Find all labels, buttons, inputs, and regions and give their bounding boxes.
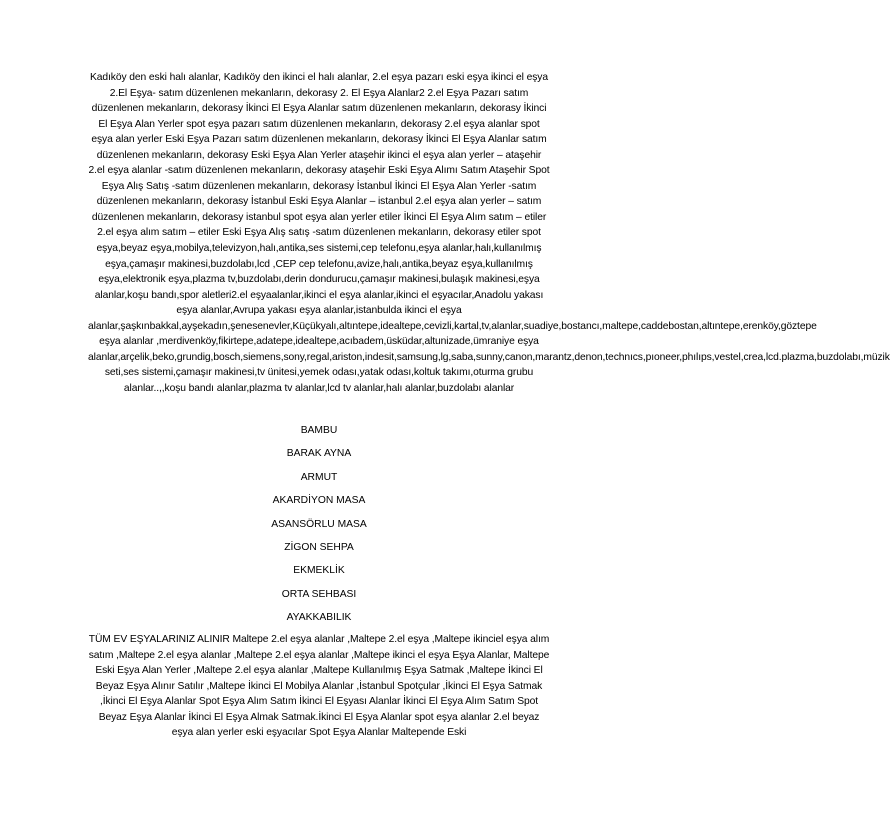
list-item: AKARDİYON MASA (272, 495, 366, 507)
list-item: ZİGON SEHPA (284, 541, 354, 553)
list-item: BARAK AYNA (286, 448, 352, 460)
list-item: AYAKKABILIK (286, 612, 352, 624)
closing-paragraph: TÜM EV EŞYALARINIZ ALINIR Maltepe 2.el eşya alanlar ,Maltepe 2.el eşya ,Maltepe ikinciel eşya alım satım ,Maltepe 2.el eşya alanlar ,Maltepe 2.el eşya alanlar ,Maltepe ikinci el eşya Eşya Alanlar, Maltepe Eski Eşya Alan Yerler ,Maltepe 2.el eşya alanlar ,Maltepe Kullanılmış Eşya Satmak ,Maltepe İkinci El Beyaz Eşya Alınır Satılır ,Maltepe İkinci El Mobilya Alanlar ,İstanbul Spotçular ,İkinci El Eşya Satmak ,İkinci El Eşya Alanlar Spot Eşya Alım Satım İkinci El Eşyası Alanlar İkinci El Eşya Alım Satım Spot Beyaz Eşya Alanlar İkinci El Eşya Almak Satmak.İkinci El Eşya Alanlar spot eşya alanlar 2.el beyaz eşya alan yerler eski eşyacılar Spot Eşya Alanlar Maltepende Eski (88, 634, 550, 739)
intro-paragraph: Kadıköy den eski halı alanlar, Kadıköy den ikinci el halı alanlar, 2.el eşya pazarı eski eşya ikinci el eşya 2.El Eşya- satım düzenlenen mekanların, dekorasy 2. El Eşya Alanlar2 2.el Eşya Pazarı satım düzenlenen mekanların, dekorasy İkinci El Eşya Alanlar satım düzenlenen mekanların, dekorasy İkinci El Eşya Alan Yerler spot eşya pazarı satım düzenlenen mekanların, dekorasy 2.el eşya alanlar spot eşya alan yerler Eski Eşya Pazarı satım düzenlenen mekanların, dekorasy İkinci El Eşya Alanlar satım düzenlenen mekanların, dekorasy Eski Eşya Alan Yerler ataşehir ikinci el eşya alan yerler – ataşehir 2.el eşya alanlar -satım düzenlenen mekanların, dekorasy ataşehir Eski Eşya Alımı Satım Ataşehir Spot Eşya Alış Satış -satım düzenlenen mekanların, dekorasy İstanbul İkinci El Eşya Alan Yerler -satım düzenlenen mekanların, dekorasy İstanbul Eski Eşya Alanlar – istanbul 2.el eşya alan yerler – satım düzenlenen mekanların, dekorasy istanbul spot eşya alan yerler etiler İkinci El Eşya Alım satım – etiler 2.el eşya alım satım – etiler Eski Eşya Alış satış -satım düzenlenen mekanların, dekorasy etiler spot eşya,beyaz eşya,mobilya,televizyon,halı,antika,ses sistemi,cep telefonu,eşya alanlar,halı,kullanılmış eşya,çamaşır makinesi,buzdolabı,lcd ,CEP cep telefonu,avize,halı,antika,beyaz eşya,kullanılmış eşya,elektronik eşya,plazma tv,buzdolabı,derin dondurucu,çamaşır makinesi,bulaşık makinesi,eşya alanlar,koşu bandı,spor aletleri2.el eşyaalanlar,ikinci el eşya alanlar,ikinci el eşyacılar,Anadolu yakası eşya alanlar,Avrupa yakası eşya alanlar,istanbulda ikinci el eşya alanlar,şaşkınbakkal,ayşekadın,şenesenevler,Küçükyalı,altıntepe,idealtepe,cevizli,kartal,tv,alanlar,suadiye,bostancı,maltepe,caddebostan,altıntepe,erenköy,göztepe eşya alanlar ,merdivenköy,fikirtepe,adatepe,idealtepe,acıbadem,üsküdar,altunizade,ümraniye eşya alanlar,arçelik,beko,grundig,bosch,siemens,sony,regal,ariston,indesit,samsung,lg,saba,sunny,canon,marantz,denon,technıcs,pıoneer,phılıps,vestel,crea,lcd.plazma,buzdolabı,müzik seti,ses sistemi,çamaşır makinesi,tv ünitesi,yemek odası,yatak odası,koltuk takımı,oturma grubu alanlar..,,koşu bandı alanlar,plazma tv alanlar,lcd tv alanlar,halı alanlar,buzdolabı alanlar (88, 72, 890, 394)
list-item: ASANSÖRLU MASA (271, 518, 367, 530)
list-item: ARMUT (300, 471, 338, 483)
item-list (88, 423, 550, 634)
list-item: ORTA SEHBASI (281, 588, 357, 600)
list-item: BAMBU (300, 425, 338, 436)
list-item: EKMEKLİK (293, 565, 345, 577)
